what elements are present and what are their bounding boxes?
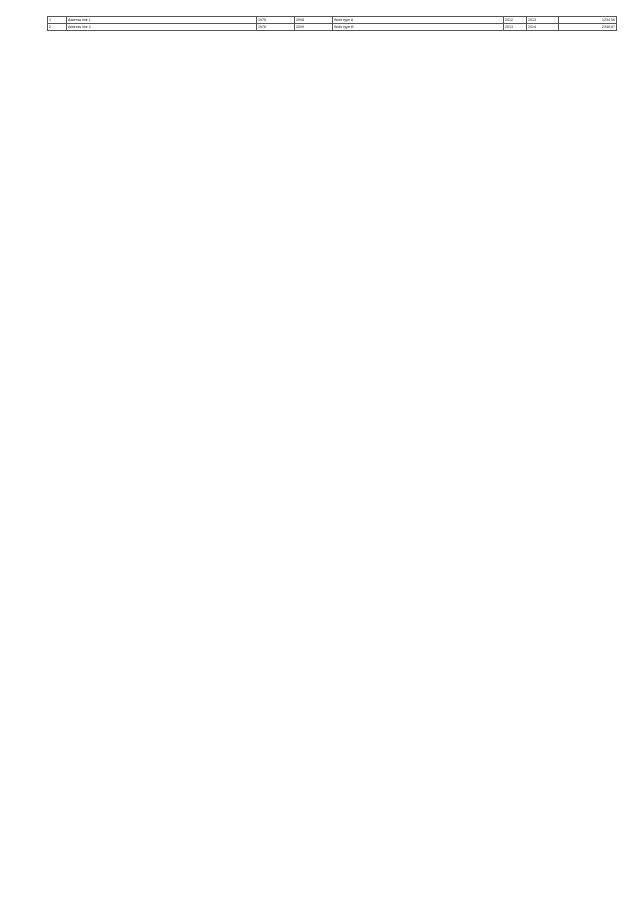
table-cell-y2: 2008 <box>295 17 333 24</box>
table-cell-work: Work type A <box>333 17 504 24</box>
table-cell-s1: 2013 <box>504 23 527 30</box>
table-cell-y1: 1976 <box>257 23 295 30</box>
works-table-body <box>48 17 617 31</box>
table-cell-s2: 2014 <box>527 23 559 30</box>
table-cell-amt: 1234,56 <box>559 17 617 24</box>
table-cell-s1: 2012 <box>504 17 527 24</box>
table-cell-addr: Address line 1 <box>67 17 257 24</box>
table-cell-id: 2 <box>48 23 67 30</box>
table-cell-id: 1 <box>48 17 67 24</box>
table-cell-y2: 2009 <box>295 23 333 30</box>
table-row <box>48 17 617 24</box>
table-row <box>48 23 617 30</box>
table-cell-y1: 1975 <box>257 17 295 24</box>
works-table <box>47 16 617 31</box>
table-cell-addr: Address line 2 <box>67 23 257 30</box>
table-cell-s2: 2013 <box>527 17 559 24</box>
table-cell-work: Work type B <box>333 23 504 30</box>
table-cell-amt: 2345,67 <box>559 23 617 30</box>
